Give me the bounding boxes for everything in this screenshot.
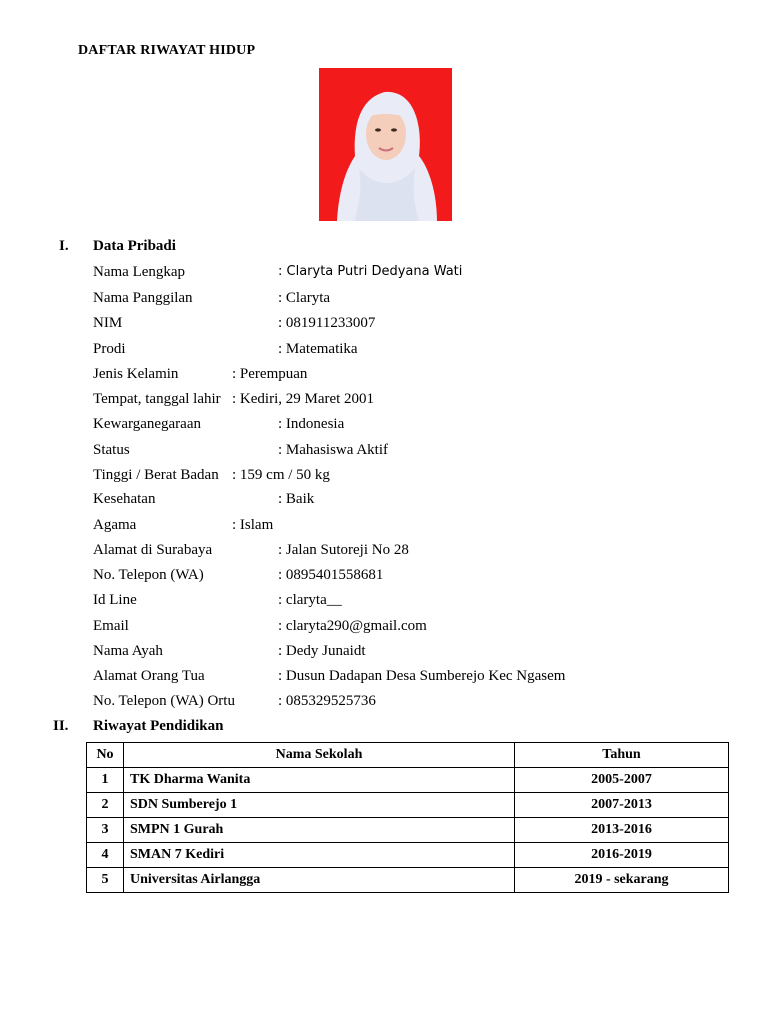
- row-value: : Perempuan: [232, 366, 308, 382]
- cell-year: 2005-2007: [515, 768, 729, 793]
- row-label: Nama Lengkap: [93, 264, 186, 280]
- cell-school: SMPN 1 Gurah: [124, 818, 515, 843]
- cell-year: 2013-2016: [515, 818, 729, 843]
- education-table: [86, 742, 729, 893]
- row-value: : Baik: [278, 491, 315, 507]
- row-value: : 081911233007: [278, 315, 376, 331]
- cell-no: 4: [87, 843, 124, 868]
- cell-school: SDN Sumberejo 1: [124, 793, 515, 818]
- header-year: Tahun: [515, 743, 729, 768]
- table-row: [87, 768, 729, 793]
- profile-photo: [319, 68, 452, 221]
- cell-no: 3: [87, 818, 124, 843]
- row-value: : Kediri, 29 Maret 2001: [232, 391, 375, 407]
- row-value: : 085329525736: [278, 693, 376, 709]
- row-value: : 0895401558681: [278, 567, 384, 583]
- cell-school: Universitas Airlangga: [124, 868, 515, 893]
- row-label: Prodi: [93, 341, 126, 357]
- header-no: No: [87, 743, 124, 768]
- document-title: DAFTAR RIWAYAT HIDUP: [78, 43, 256, 58]
- row-label: Jenis Kelamin: [93, 366, 179, 382]
- row-label: Alamat Orang Tua: [93, 668, 205, 684]
- header-school: Nama Sekolah: [124, 743, 515, 768]
- row-label: Nama Panggilan: [93, 290, 193, 306]
- cell-school: TK Dharma Wanita: [124, 768, 515, 793]
- row-value: : Mahasiswa Aktif: [278, 442, 388, 458]
- row-label: Alamat di Surabaya: [93, 542, 213, 558]
- row-label: Id Line: [93, 592, 137, 608]
- row-label: Nama Ayah: [93, 643, 163, 659]
- row-label: Agama: [93, 517, 137, 533]
- section2-title: Riwayat Pendidikan: [93, 718, 224, 734]
- table-row: [87, 843, 729, 868]
- row-value: : Jalan Sutoreji No 28: [278, 542, 409, 558]
- row-label: Tempat, tanggal lahir: [93, 391, 221, 407]
- cell-year: 2007-2013: [515, 793, 729, 818]
- row-value: : 159 cm / 50 kg: [232, 467, 330, 483]
- row-value: : Indonesia: [278, 416, 345, 432]
- row-value: : Dedy Junaidt: [278, 643, 366, 659]
- face-shape: [366, 108, 406, 160]
- row-label: No. Telepon (WA) Ortu: [93, 693, 235, 709]
- cell-year: 2016-2019: [515, 843, 729, 868]
- cell-year: 2019 - sekarang: [515, 868, 729, 893]
- row-label: Status: [93, 442, 130, 458]
- row-value: : claryta290@gmail.com: [278, 618, 427, 634]
- row-value: : Claryta: [278, 290, 331, 306]
- right-eye: [391, 128, 397, 131]
- section1-number: I.: [59, 238, 69, 254]
- row-value: : Islam: [232, 517, 274, 533]
- row-label: NIM: [93, 315, 123, 331]
- cell-no: 1: [87, 768, 124, 793]
- row-label: Email: [93, 618, 129, 634]
- row-value: : claryta__: [278, 592, 342, 608]
- left-eye: [375, 128, 381, 131]
- row-label: Tinggi / Berat Badan: [93, 467, 219, 483]
- cell-no: 2: [87, 793, 124, 818]
- row-label: Kesehatan: [93, 491, 156, 507]
- cell-school: SMAN 7 Kediri: [124, 843, 515, 868]
- row-value: : Dusun Dadapan Desa Sumberejo Kec Ngasem: [278, 668, 566, 684]
- row-value: : Matematika: [278, 341, 358, 357]
- row-value: : Claryta Putri Dedyana Wati: [278, 264, 463, 279]
- row-label: No. Telepon (WA): [93, 567, 204, 583]
- row-label: Kewarganegaraan: [93, 416, 201, 432]
- section2-number: II.: [53, 718, 69, 734]
- cell-no: 5: [87, 868, 124, 893]
- section1-title: Data Pribadi: [93, 238, 176, 254]
- table-row: [87, 868, 729, 893]
- table-header-row: [87, 743, 729, 768]
- table-row: [87, 818, 729, 843]
- table-row: [87, 793, 729, 818]
